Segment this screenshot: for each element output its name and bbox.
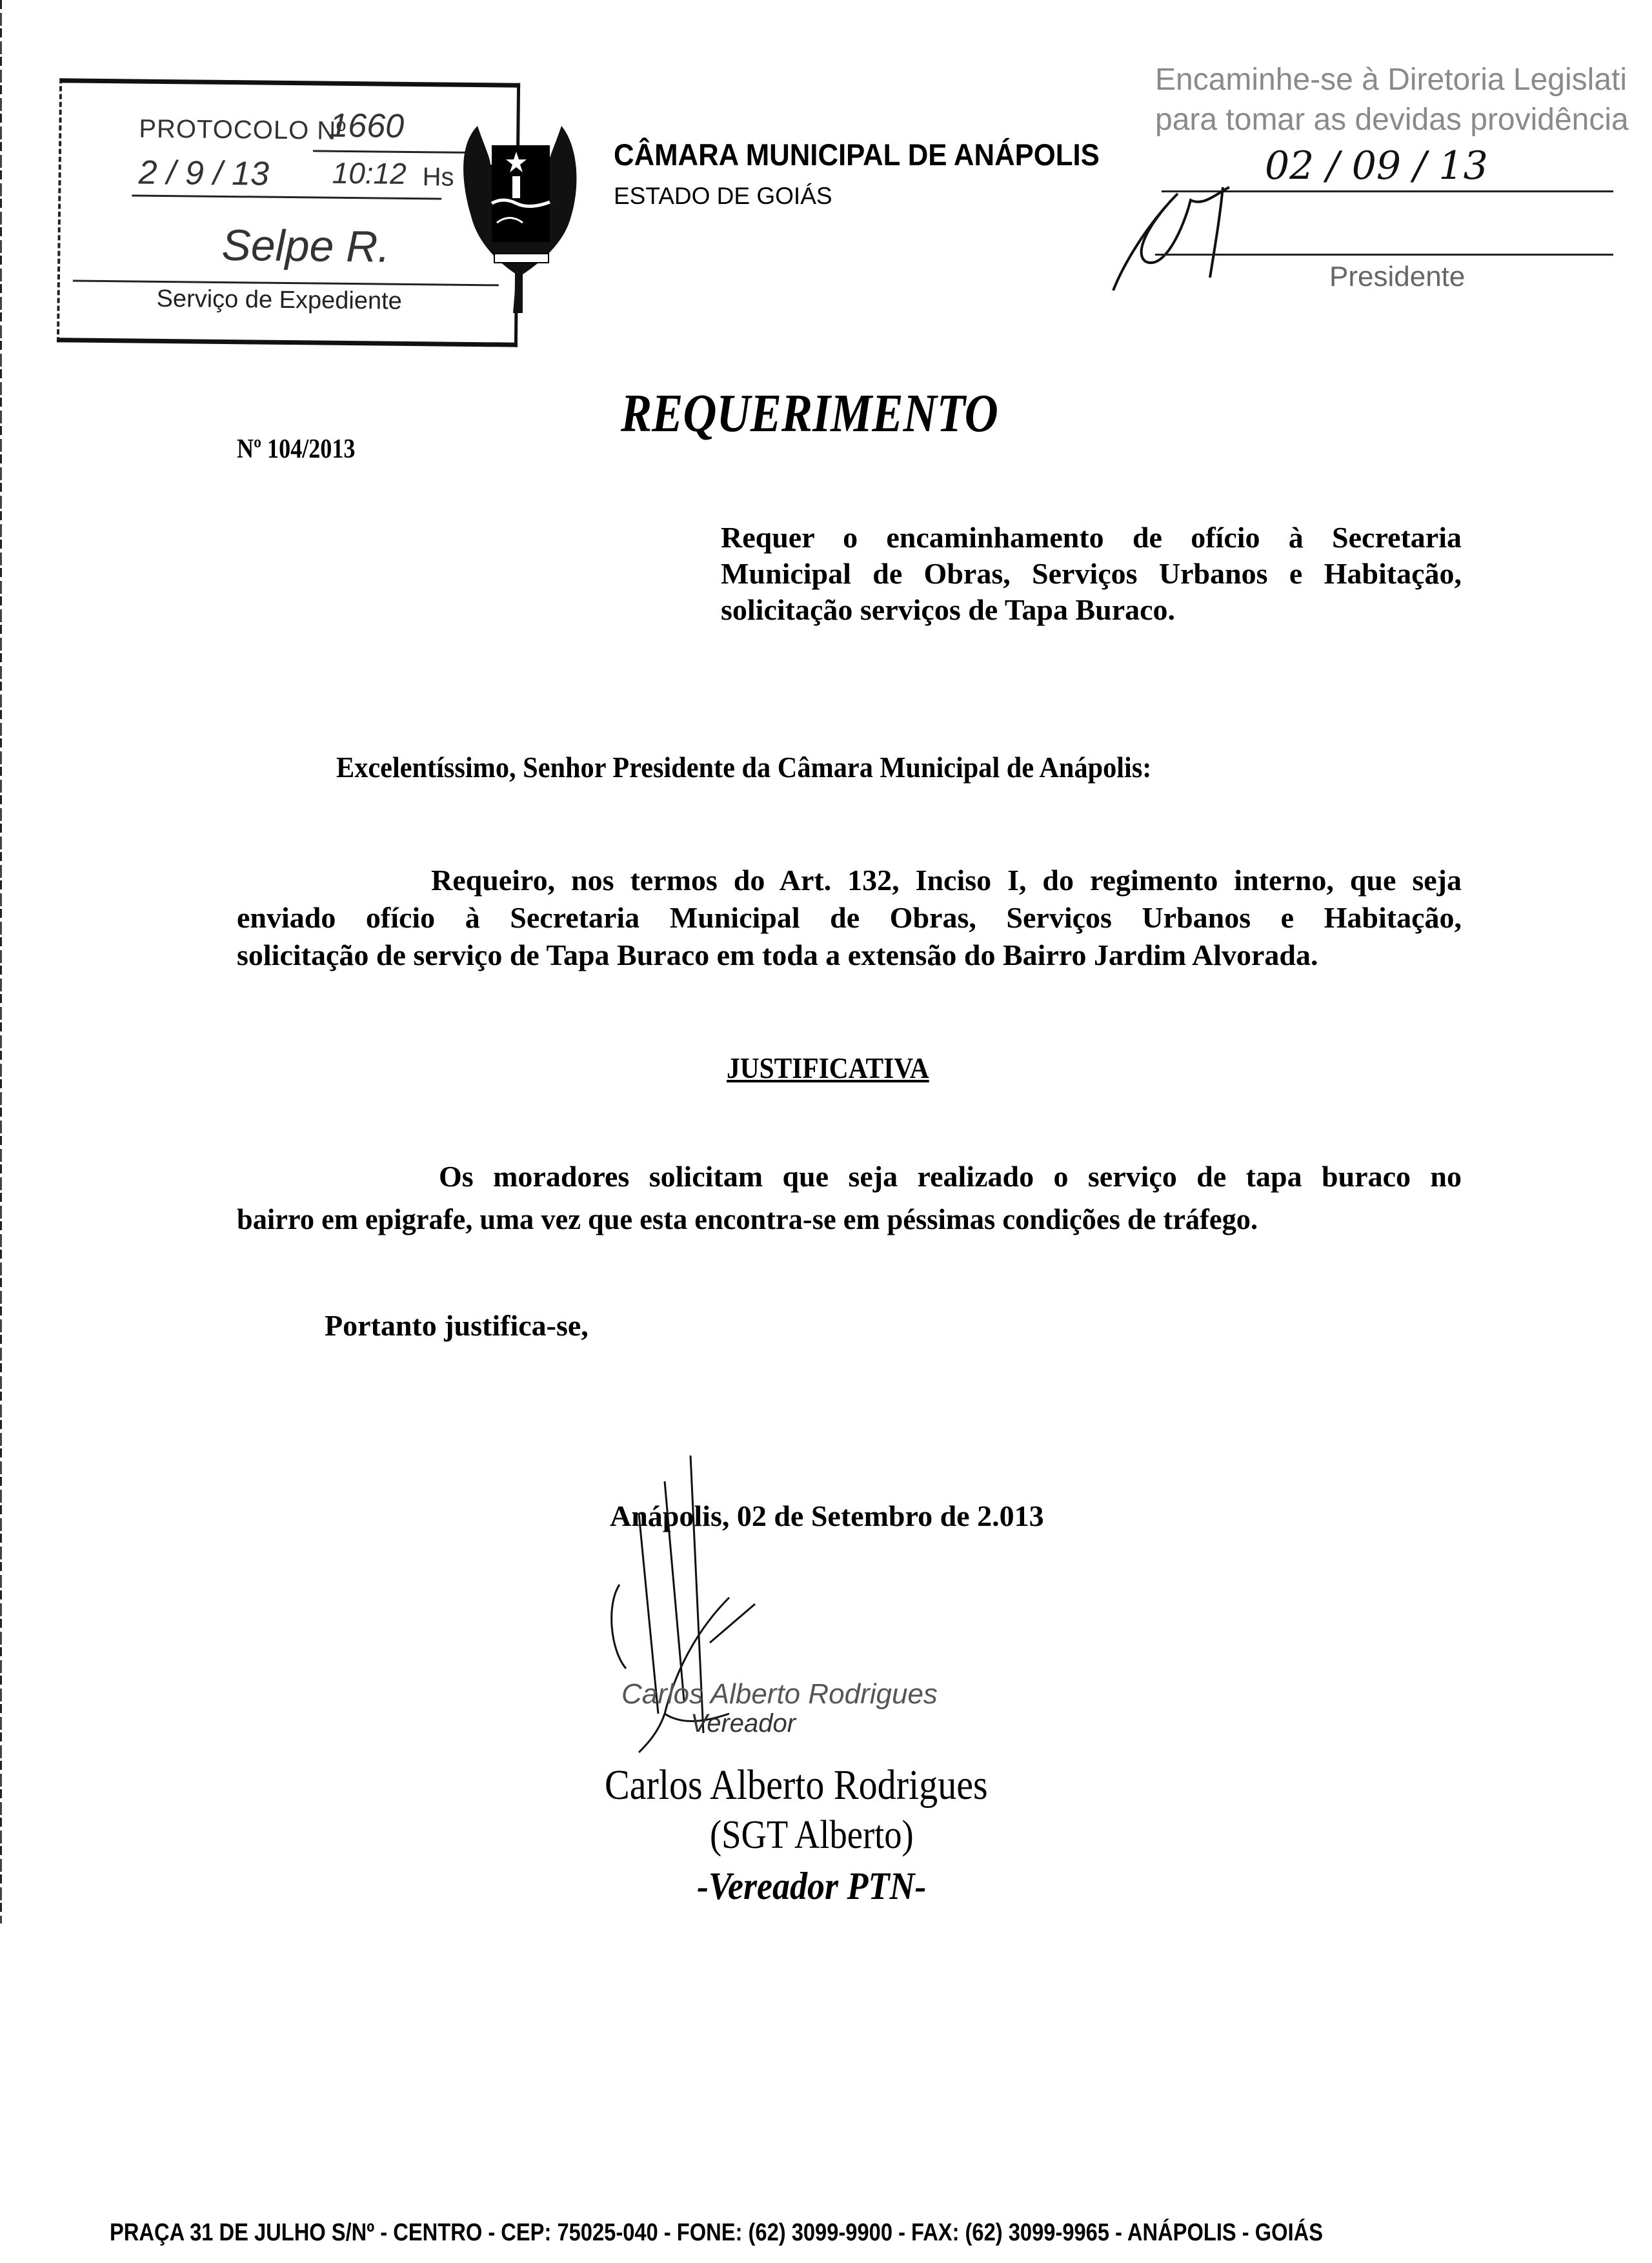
salutation: Excelentíssimo, Senhor Presidente da Câmara Municipal de Anápolis: bbox=[336, 751, 1152, 784]
state-name: ESTADO DE GOIÁS bbox=[614, 183, 832, 209]
protocol-number-line bbox=[313, 150, 468, 154]
stamp-initials: Selpe R. bbox=[221, 220, 390, 272]
stamp-footer-label: Serviço de Expediente bbox=[156, 285, 403, 315]
signatory-name: Carlos Alberto Rodrigues bbox=[605, 1761, 988, 1809]
signature-stamp-name: Carlos Alberto Rodrigues bbox=[621, 1678, 938, 1710]
dispatch-line-2: para tomar as devidas providência bbox=[1155, 103, 1629, 137]
request-line: Requeiro, nos termos do Art. 132, Inciso I, do regimento interno, que seja bbox=[431, 864, 1462, 897]
request-line: enviado ofício à Secretaria Municipal de Obras, Serviços Urbanos e Habitação, bbox=[237, 901, 1462, 934]
stamp-hour-label: Hs bbox=[422, 163, 454, 192]
place-date: Anápolis, 02 de Setembro de 2.013 bbox=[610, 1499, 1044, 1532]
justification-heading: JUSTIFICATIVA bbox=[727, 1051, 929, 1084]
request-paragraph bbox=[237, 862, 1462, 974]
president-label: Presidente bbox=[1329, 261, 1466, 292]
justification-line: Os moradores solicitam que seja realizado o serviço de tapa buraco no bbox=[439, 1160, 1462, 1193]
footer-address: PRAÇA 31 DE JULHO S/Nº - CENTRO - CEP: 75025-040 - FONE: (62) 3099-9900 - FAX: (62) 3099-9965 - ANÁPOLIS - GOIÁS bbox=[110, 2219, 1324, 2246]
stamp-signature-line bbox=[73, 280, 499, 287]
request-line: solicitação de serviço de Tapa Buraco em toda a extensão do Bairro Jardim Alvorada. bbox=[237, 939, 1318, 971]
signature-stamp-role: Vereador bbox=[690, 1709, 796, 1738]
dispatch-line-1: Encaminhe-se à Diretoria Legislati bbox=[1155, 63, 1627, 97]
justification-line: bairro em epigrafe, uma vez que esta encontra-se em péssimas condições de tráfego. bbox=[237, 1203, 1258, 1235]
dispatch-date: 02 / 09 / 13 bbox=[1265, 143, 1488, 188]
summary-line: solicitação serviços de Tapa Buraco. bbox=[721, 593, 1176, 626]
protocol-number: 1660 bbox=[329, 107, 405, 145]
president-signature-icon bbox=[1107, 148, 1274, 297]
protocol-stamp bbox=[57, 78, 520, 347]
summary-line: Municipal de Obras, Serviços Urbanos e Habitação, bbox=[721, 557, 1462, 590]
scan-edge bbox=[0, 0, 2, 1923]
signatory-nickname: (SGT Alberto) bbox=[710, 1813, 914, 1857]
institution-name: CÂMARA MUNICIPAL DE ANÁPOLIS bbox=[614, 137, 1100, 172]
signatory-role: -Vereador PTN- bbox=[697, 1865, 927, 1907]
summary-line: Requer o encaminhamento de ofício à Secretaria bbox=[721, 521, 1462, 554]
justification-paragraph bbox=[237, 1155, 1462, 1241]
document-title: REQUERIMENTO bbox=[621, 383, 998, 443]
closing: Portanto justifica-se, bbox=[325, 1309, 589, 1342]
document-number: Nº 104/2013 bbox=[237, 434, 356, 464]
stamp-date: 2 / 9 / 13 bbox=[138, 154, 270, 193]
protocol-label: PROTOCOLO Nº bbox=[139, 114, 347, 145]
president-signature-line bbox=[1155, 254, 1613, 256]
summary-block bbox=[721, 520, 1462, 628]
stamp-time: 10:12 bbox=[332, 156, 407, 190]
stamp-date-line bbox=[132, 194, 441, 199]
coat-of-arms-icon bbox=[452, 107, 587, 320]
